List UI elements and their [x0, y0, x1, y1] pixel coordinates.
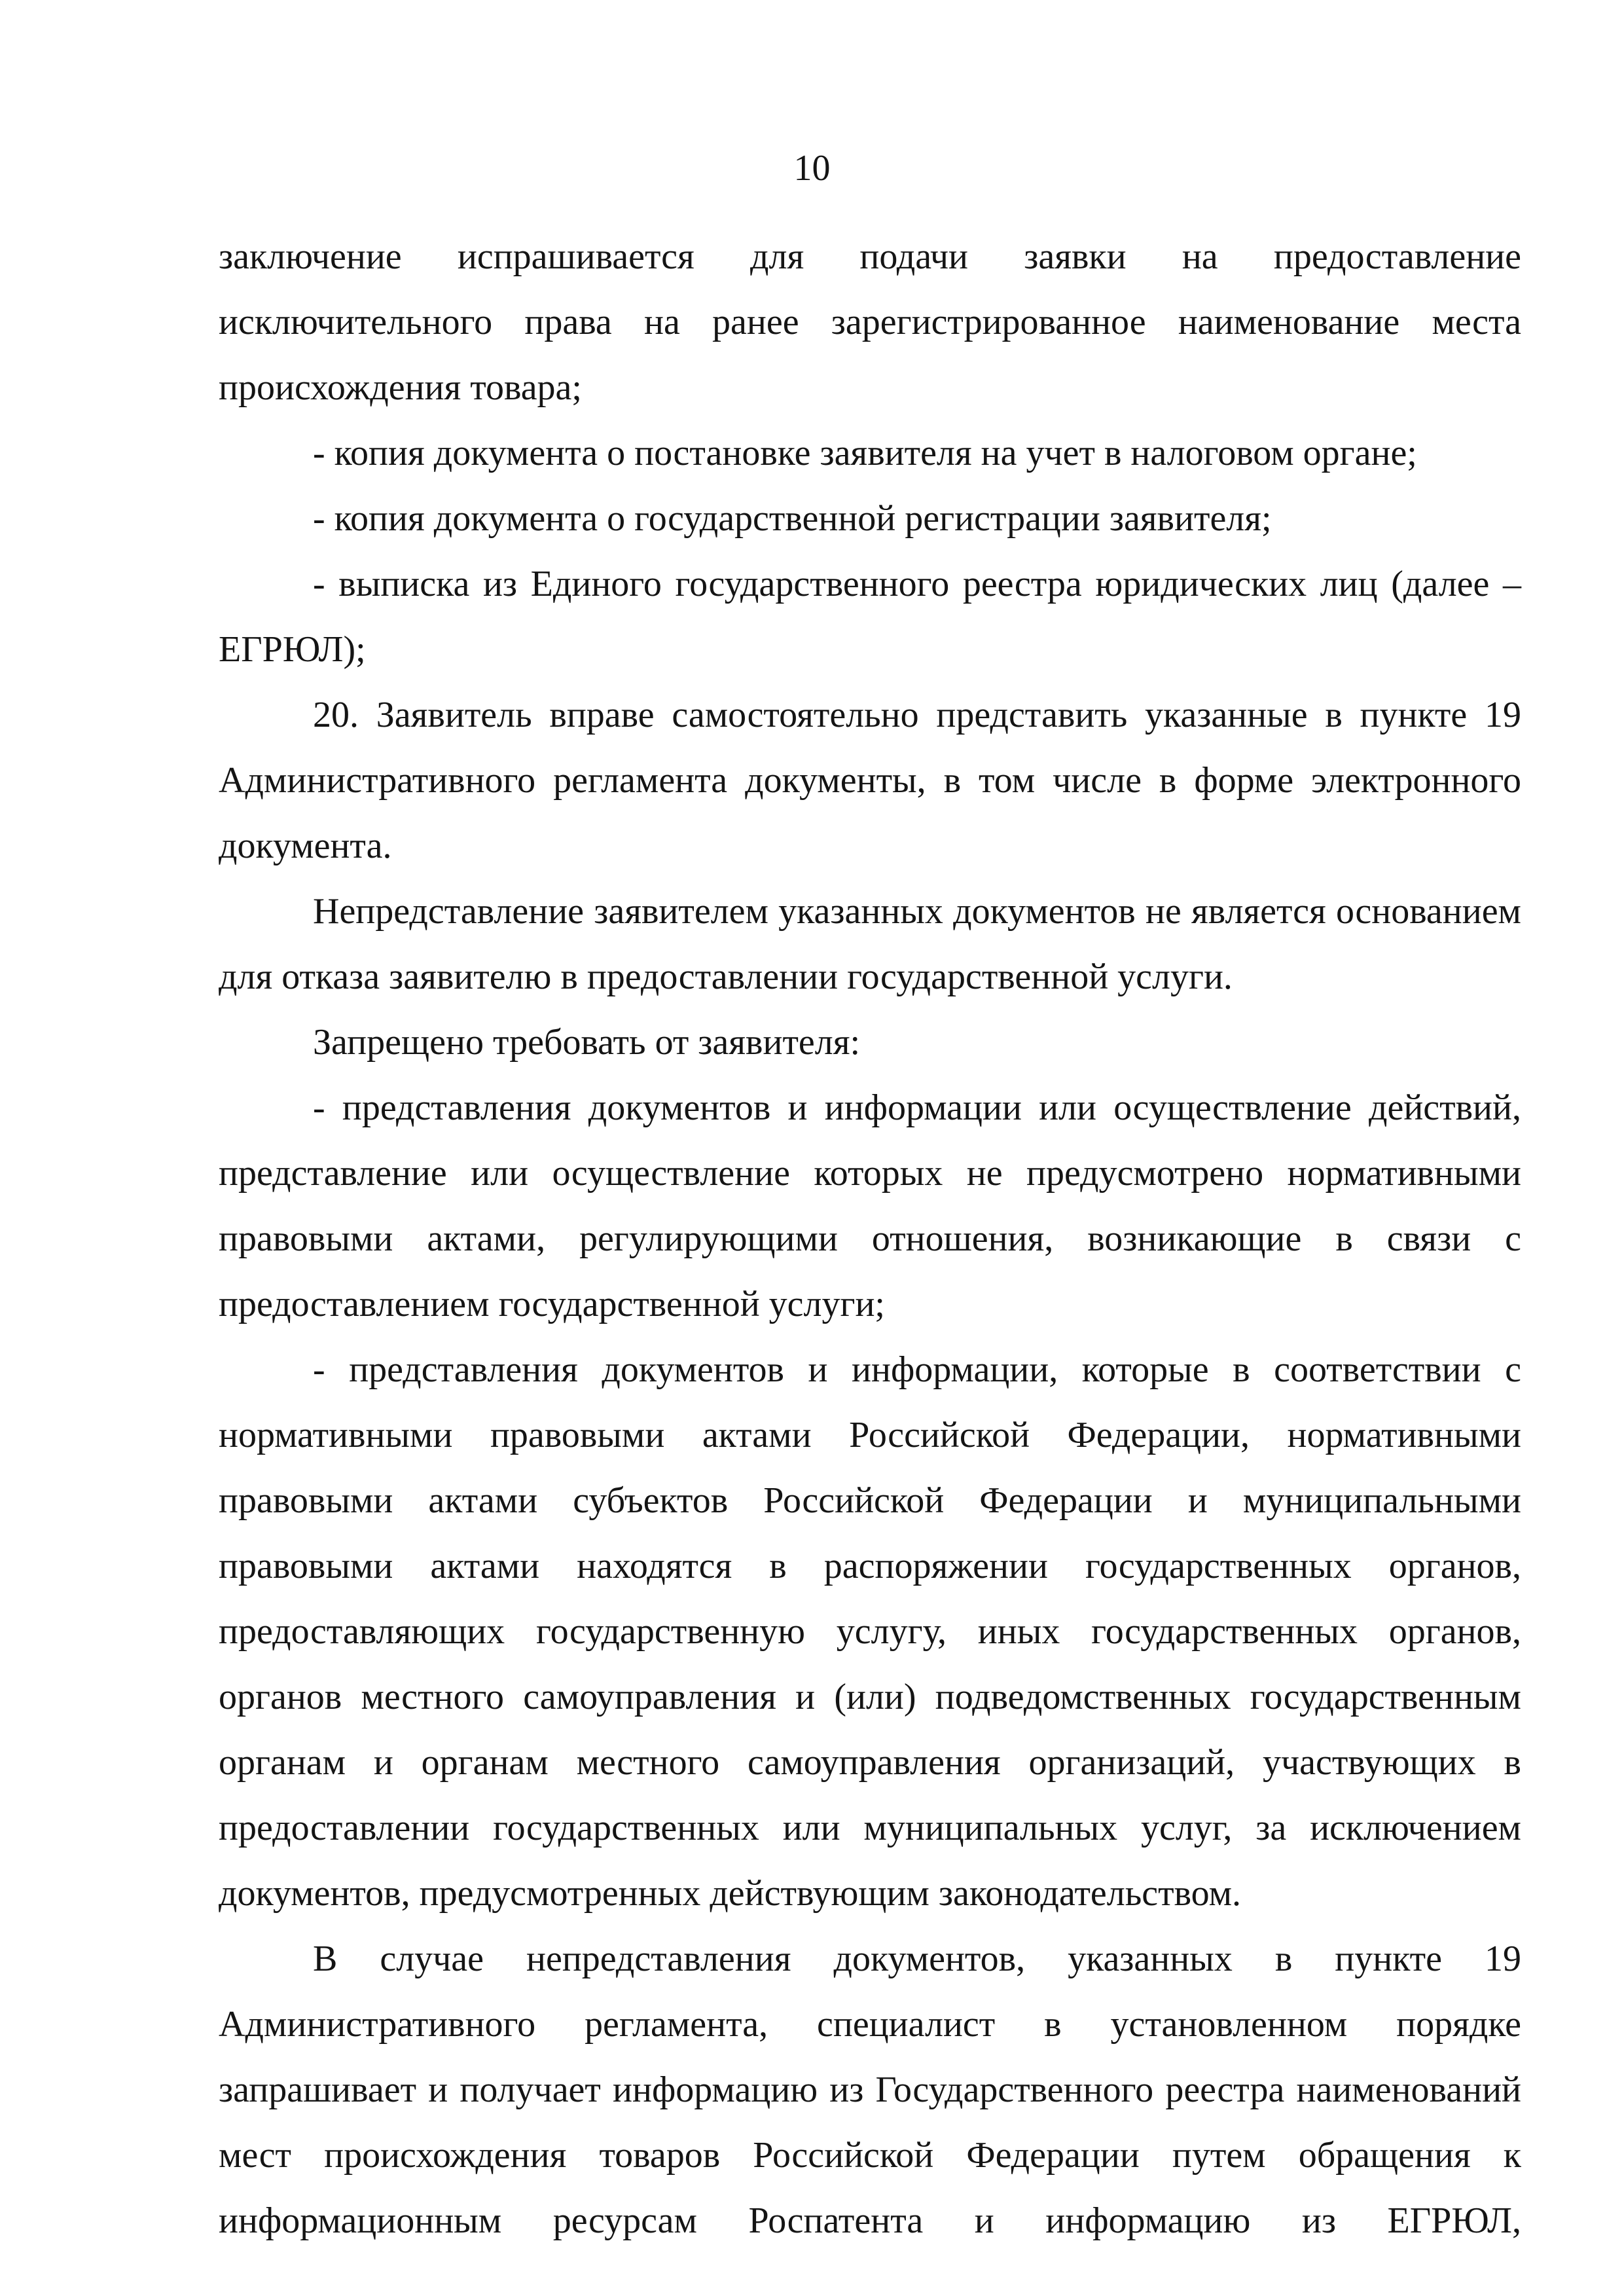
paragraph-non-submission: Непредставление заявителем указанных документов не является основанием для отказа заявителю в предоставлении государственной услуги.	[219, 891, 1521, 997]
paragraph-egrul-extract: - выписка из Единого государственного реестра юридических лиц (далее – ЕГРЮЛ);	[219, 564, 1521, 670]
paragraph-state-registration-copy: - копия документа о государственной регистрации заявителя;	[313, 498, 1272, 539]
paragraph-tax-registration-copy: - копия документа о постановке заявителя на учет в налоговом органе;	[313, 433, 1417, 473]
paragraph-prohibition-documents: - представления документов и информации, которые в соответствии с нормативными правовыми актами Российской Федерации, нормативными правовыми актами субъектов Российской Федерации и муниципальными правовыми актами находятся в распоряжении государственных органов, предоставляющих государственную услугу, иных государственных органов, органов местного самоуправления и (или) подведомственных государственным органам и органам местного самоуправления организаций, участвующих в предоставлении государственных или муниципальных услуг, за исключением документов, предусмотренных действующим законодательством.	[219, 1349, 1521, 1914]
paragraph-conclusion-continued: заключение испрашивается для подачи заявки на предоставление исключительного права на ранее зарегистрированное наименование места происхождения товара;	[219, 236, 1521, 408]
paragraph-item-20: 20. Заявитель вправе самостоятельно представить указанные в пункте 19 Административного регламента документы, в том числе в форме электронного документа.	[219, 695, 1521, 866]
page-number: 10	[793, 148, 831, 189]
paragraph-prohibition-actions: - представления документов и информации или осуществление действий, представление или осуществление которых не предусмотрено нормативными правовыми актами, регулирующими отношения, возникающие в связи с предоставлением государственной услуги;	[219, 1087, 1521, 1324]
paragraph-interagency-request: В случае непредставления документов, указанных в пункте 19 Административного регламента, специалист в установленном порядке запрашивает и получает информацию из Государственного реестра наименований мест происхождения товаров Российской Федерации путем обращения к информационным ресурсам Роспатента и информацию из ЕГРЮЛ,	[219, 1939, 1521, 2241]
paragraph-prohibited-requirements: Запрещено требовать от заявителя:	[313, 1022, 861, 1063]
document-body	[219, 224, 1521, 2253]
